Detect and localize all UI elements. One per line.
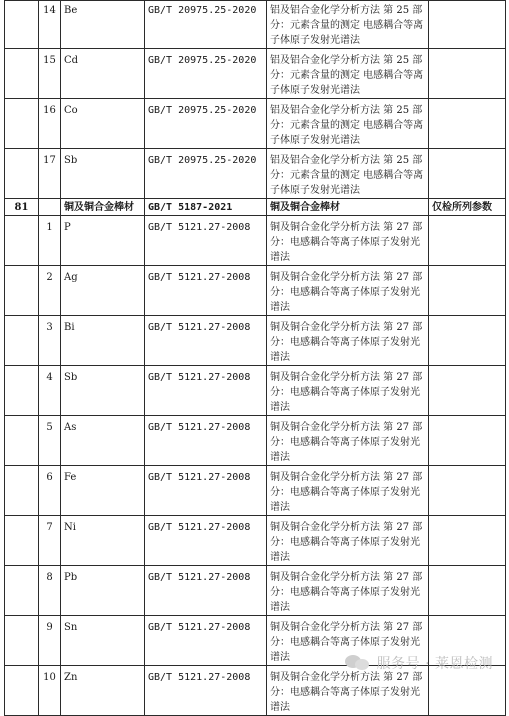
parameter-cell: Sb (61, 149, 145, 199)
seq-cell: 17 (39, 149, 61, 199)
index-cell (5, 216, 39, 266)
method-cell: 铜及铜合金化学分析方法 第 27 部分：电感耦合等离子体原子发射光谱法 (267, 416, 429, 466)
standard-cell: GB/T 5121.27-2008 (145, 216, 267, 266)
parameter-row (5, 366, 506, 416)
parameter-row (5, 1, 506, 49)
seq-cell: 6 (39, 466, 61, 516)
seq-cell: 16 (39, 99, 61, 149)
note-cell (429, 99, 506, 149)
standard-cell: GB/T 5187-2021 (145, 199, 267, 216)
method-cell: 铜及铜合金棒材 (267, 199, 429, 216)
seq-cell: 2 (39, 266, 61, 316)
standard-cell: GB/T 5121.27-2008 (145, 416, 267, 466)
parameter-row (5, 149, 506, 199)
parameter-row (5, 666, 506, 716)
index-cell (5, 149, 39, 199)
parameter-row (5, 49, 506, 99)
parameter-row (5, 99, 506, 149)
index-cell (5, 616, 39, 666)
parameter-cell: Pb (61, 566, 145, 616)
test-method-table (4, 0, 506, 716)
parameter-cell: Cd (61, 49, 145, 99)
parameter-cell: Fe (61, 466, 145, 516)
seq-cell: 1 (39, 216, 61, 266)
seq-cell: 7 (39, 516, 61, 566)
seq-cell: 10 (39, 666, 61, 716)
index-cell (5, 49, 39, 99)
method-cell: 铝及铝合金化学分析方法 第 25 部分：元素含量的测定 电感耦合等离子体原子发射光谱法 (267, 99, 429, 149)
index-cell (5, 466, 39, 516)
parameter-cell: Sb (61, 366, 145, 416)
index-cell (5, 366, 39, 416)
index-cell (5, 99, 39, 149)
method-cell: 铜及铜合金化学分析方法 第 27 部分：电感耦合等离子体原子发射光谱法 (267, 316, 429, 366)
product-index-cell: 81 (5, 199, 39, 216)
note-cell (429, 216, 506, 266)
index-cell (5, 1, 39, 49)
standard-cell: GB/T 5121.27-2008 (145, 366, 267, 416)
seq-cell: 14 (39, 1, 61, 49)
seq-cell: 5 (39, 416, 61, 466)
index-cell (5, 666, 39, 716)
standard-cell: GB/T 20975.25-2020 (145, 1, 267, 49)
parameter-cell: Be (61, 1, 145, 49)
watermark-text: 服务号 · 莱恩检测 (376, 656, 493, 672)
standard-cell: GB/T 5121.27-2008 (145, 316, 267, 366)
standard-cell: GB/T 5121.27-2008 (145, 666, 267, 716)
parameter-row (5, 516, 506, 566)
note-cell (429, 516, 506, 566)
parameter-row (5, 266, 506, 316)
parameter-row (5, 316, 506, 366)
method-cell: 铜及铜合金化学分析方法 第 27 部分：电感耦合等离子体原子发射光谱法 (267, 466, 429, 516)
method-cell: 铝及铝合金化学分析方法 第 25 部分：元素含量的测定 电感耦合等离子体原子发射光谱法 (267, 149, 429, 199)
index-cell (5, 316, 39, 366)
seq-cell: 3 (39, 316, 61, 366)
method-cell: 铝及铝合金化学分析方法 第 25 部分：元素含量的测定 电感耦合等离子体原子发射光谱法 (267, 49, 429, 99)
note-cell: 仅检所列参数 (429, 199, 506, 216)
note-cell (429, 1, 506, 49)
standard-cell: GB/T 20975.25-2020 (145, 149, 267, 199)
seq-cell: 9 (39, 616, 61, 666)
parameter-cell: Sn (61, 616, 145, 666)
product-name-cell: 铜及铜合金棒材 (61, 199, 145, 216)
parameter-row (5, 216, 506, 266)
seq-cell: 15 (39, 49, 61, 99)
parameter-cell: Zn (61, 666, 145, 716)
method-cell: 铜及铜合金化学分析方法 第 27 部分：电感耦合等离子体原子发射光谱法 (267, 666, 429, 716)
product-row (5, 199, 506, 216)
index-cell (5, 416, 39, 466)
method-cell: 铜及铜合金化学分析方法 第 27 部分：电感耦合等离子体原子发射光谱法 (267, 616, 429, 666)
standard-cell: GB/T 5121.27-2008 (145, 266, 267, 316)
method-cell: 铜及铜合金化学分析方法 第 27 部分：电感耦合等离子体原子发射光谱法 (267, 366, 429, 416)
standard-cell: GB/T 5121.27-2008 (145, 466, 267, 516)
seq-cell: 4 (39, 366, 61, 416)
table-body (5, 1, 506, 716)
index-cell (5, 516, 39, 566)
note-cell (429, 366, 506, 416)
index-cell (5, 566, 39, 616)
standard-cell: GB/T 5121.27-2008 (145, 616, 267, 666)
parameter-cell: Co (61, 99, 145, 149)
method-cell: 铝及铝合金化学分析方法 第 25 部分：元素含量的测定 电感耦合等离子体原子发射光谱法 (267, 1, 429, 49)
note-cell (429, 149, 506, 199)
method-cell: 铜及铜合金化学分析方法 第 27 部分：电感耦合等离子体原子发射光谱法 (267, 216, 429, 266)
note-cell (429, 466, 506, 516)
seq-cell: 8 (39, 566, 61, 616)
parameter-cell: Bi (61, 316, 145, 366)
watermark (345, 653, 493, 673)
method-cell: 铜及铜合金化学分析方法 第 27 部分：电感耦合等离子体原子发射光谱法 (267, 516, 429, 566)
note-cell (429, 49, 506, 99)
parameter-cell: Ni (61, 516, 145, 566)
note-cell (429, 316, 506, 366)
wechat-icon (345, 653, 371, 673)
method-cell: 铜及铜合金化学分析方法 第 27 部分：电感耦合等离子体原子发射光谱法 (267, 266, 429, 316)
parameter-row (5, 466, 506, 516)
note-cell (429, 666, 506, 716)
parameter-cell: Ag (61, 266, 145, 316)
standard-cell: GB/T 5121.27-2008 (145, 516, 267, 566)
note-cell (429, 416, 506, 466)
method-cell: 铜及铜合金化学分析方法 第 27 部分：电感耦合等离子体原子发射光谱法 (267, 566, 429, 616)
parameter-cell: P (61, 216, 145, 266)
parameter-row (5, 566, 506, 616)
parameter-row (5, 416, 506, 466)
note-cell (429, 266, 506, 316)
standard-cell: GB/T 20975.25-2020 (145, 49, 267, 99)
seq-cell (39, 199, 61, 216)
standard-cell: GB/T 5121.27-2008 (145, 566, 267, 616)
note-cell (429, 566, 506, 616)
index-cell (5, 266, 39, 316)
parameter-cell: As (61, 416, 145, 466)
standard-cell: GB/T 20975.25-2020 (145, 99, 267, 149)
